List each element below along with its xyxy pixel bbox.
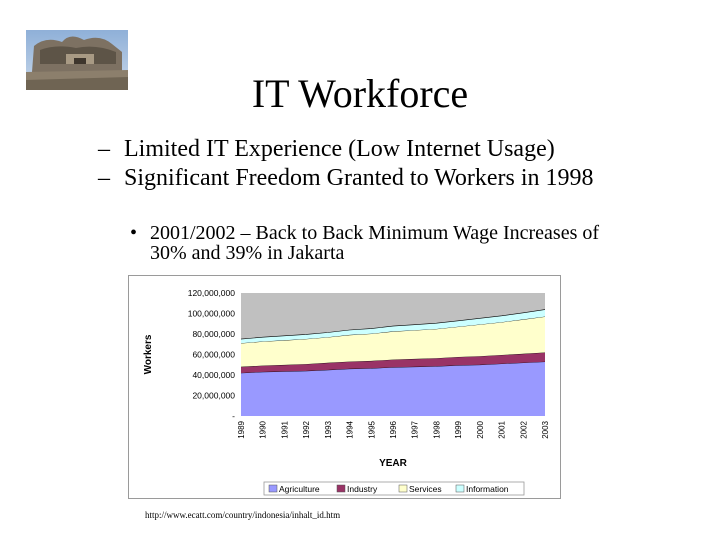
y-tick-label: 60,000,000 — [192, 349, 235, 360]
x-tick-label: 1989 — [237, 421, 246, 439]
x-tick-label: 2000 — [475, 421, 485, 439]
x-tick-label: 1995 — [367, 421, 377, 439]
x-tick-label: 2002 — [519, 421, 529, 439]
legend-label-agriculture: Agriculture — [279, 484, 320, 494]
x-tick-label: 1991 — [280, 421, 290, 439]
sub-bullet — [130, 223, 610, 263]
y-tick-label: 120,000,000 — [187, 288, 235, 298]
bullet-2 — [98, 166, 604, 190]
y-tick-label: 100,000,000 — [187, 308, 235, 319]
legend-label-services: Services — [409, 484, 442, 494]
y-axis-label: Workers — [143, 334, 154, 375]
bullet-dash: – — [98, 136, 110, 162]
legend-swatch-industry — [337, 485, 345, 492]
slide-title: IT Workforce — [251, 71, 469, 116]
bullet-1-text: Limited IT Experience (Low Internet Usage) — [124, 136, 555, 162]
bullet-dot: • — [130, 222, 138, 244]
x-tick-label: 1990 — [258, 421, 268, 439]
x-tick-label: 1998 — [432, 421, 442, 439]
y-tick-label: 20,000,000 — [192, 390, 235, 401]
y-tick-label: 80,000,000 — [192, 329, 235, 339]
bullet-dash: – — [98, 165, 110, 191]
sub-bullet-text: 2001/2002 – Back to Back Minimum Wage Increases of 30% and 39% in Jakarta — [150, 222, 600, 264]
x-tick-label: 2003 — [541, 421, 550, 439]
x-tick-label: 2001 — [497, 421, 507, 439]
x-tick-label: 1999 — [454, 421, 464, 439]
legend-swatch-services — [399, 485, 407, 492]
bullet-1 — [98, 137, 684, 161]
workforce-chart — [128, 275, 561, 499]
x-axis-label: YEAR — [379, 458, 407, 469]
y-tick-label: - — [232, 411, 235, 421]
bullet-2-text: Significant Freedom Granted to Workers in 1998 — [124, 165, 594, 191]
legend-swatch-agriculture — [269, 485, 277, 492]
x-tick-label: 1992 — [302, 421, 312, 439]
x-tick-label: 1997 — [410, 421, 420, 439]
legend-label-information: Information — [466, 484, 509, 494]
x-tick-label: 1996 — [389, 421, 398, 439]
legend-label-industry: Industry — [347, 484, 378, 494]
chart-svg — [129, 276, 560, 498]
legend-swatch-information — [456, 485, 464, 492]
x-tick-label: 1994 — [345, 421, 355, 439]
y-tick-label: 40,000,000 — [192, 370, 235, 380]
x-tick-label: 1993 — [323, 421, 333, 439]
source-url: http://www.ecatt.com/country/indonesia/inhalt_id.htm — [145, 510, 341, 520]
